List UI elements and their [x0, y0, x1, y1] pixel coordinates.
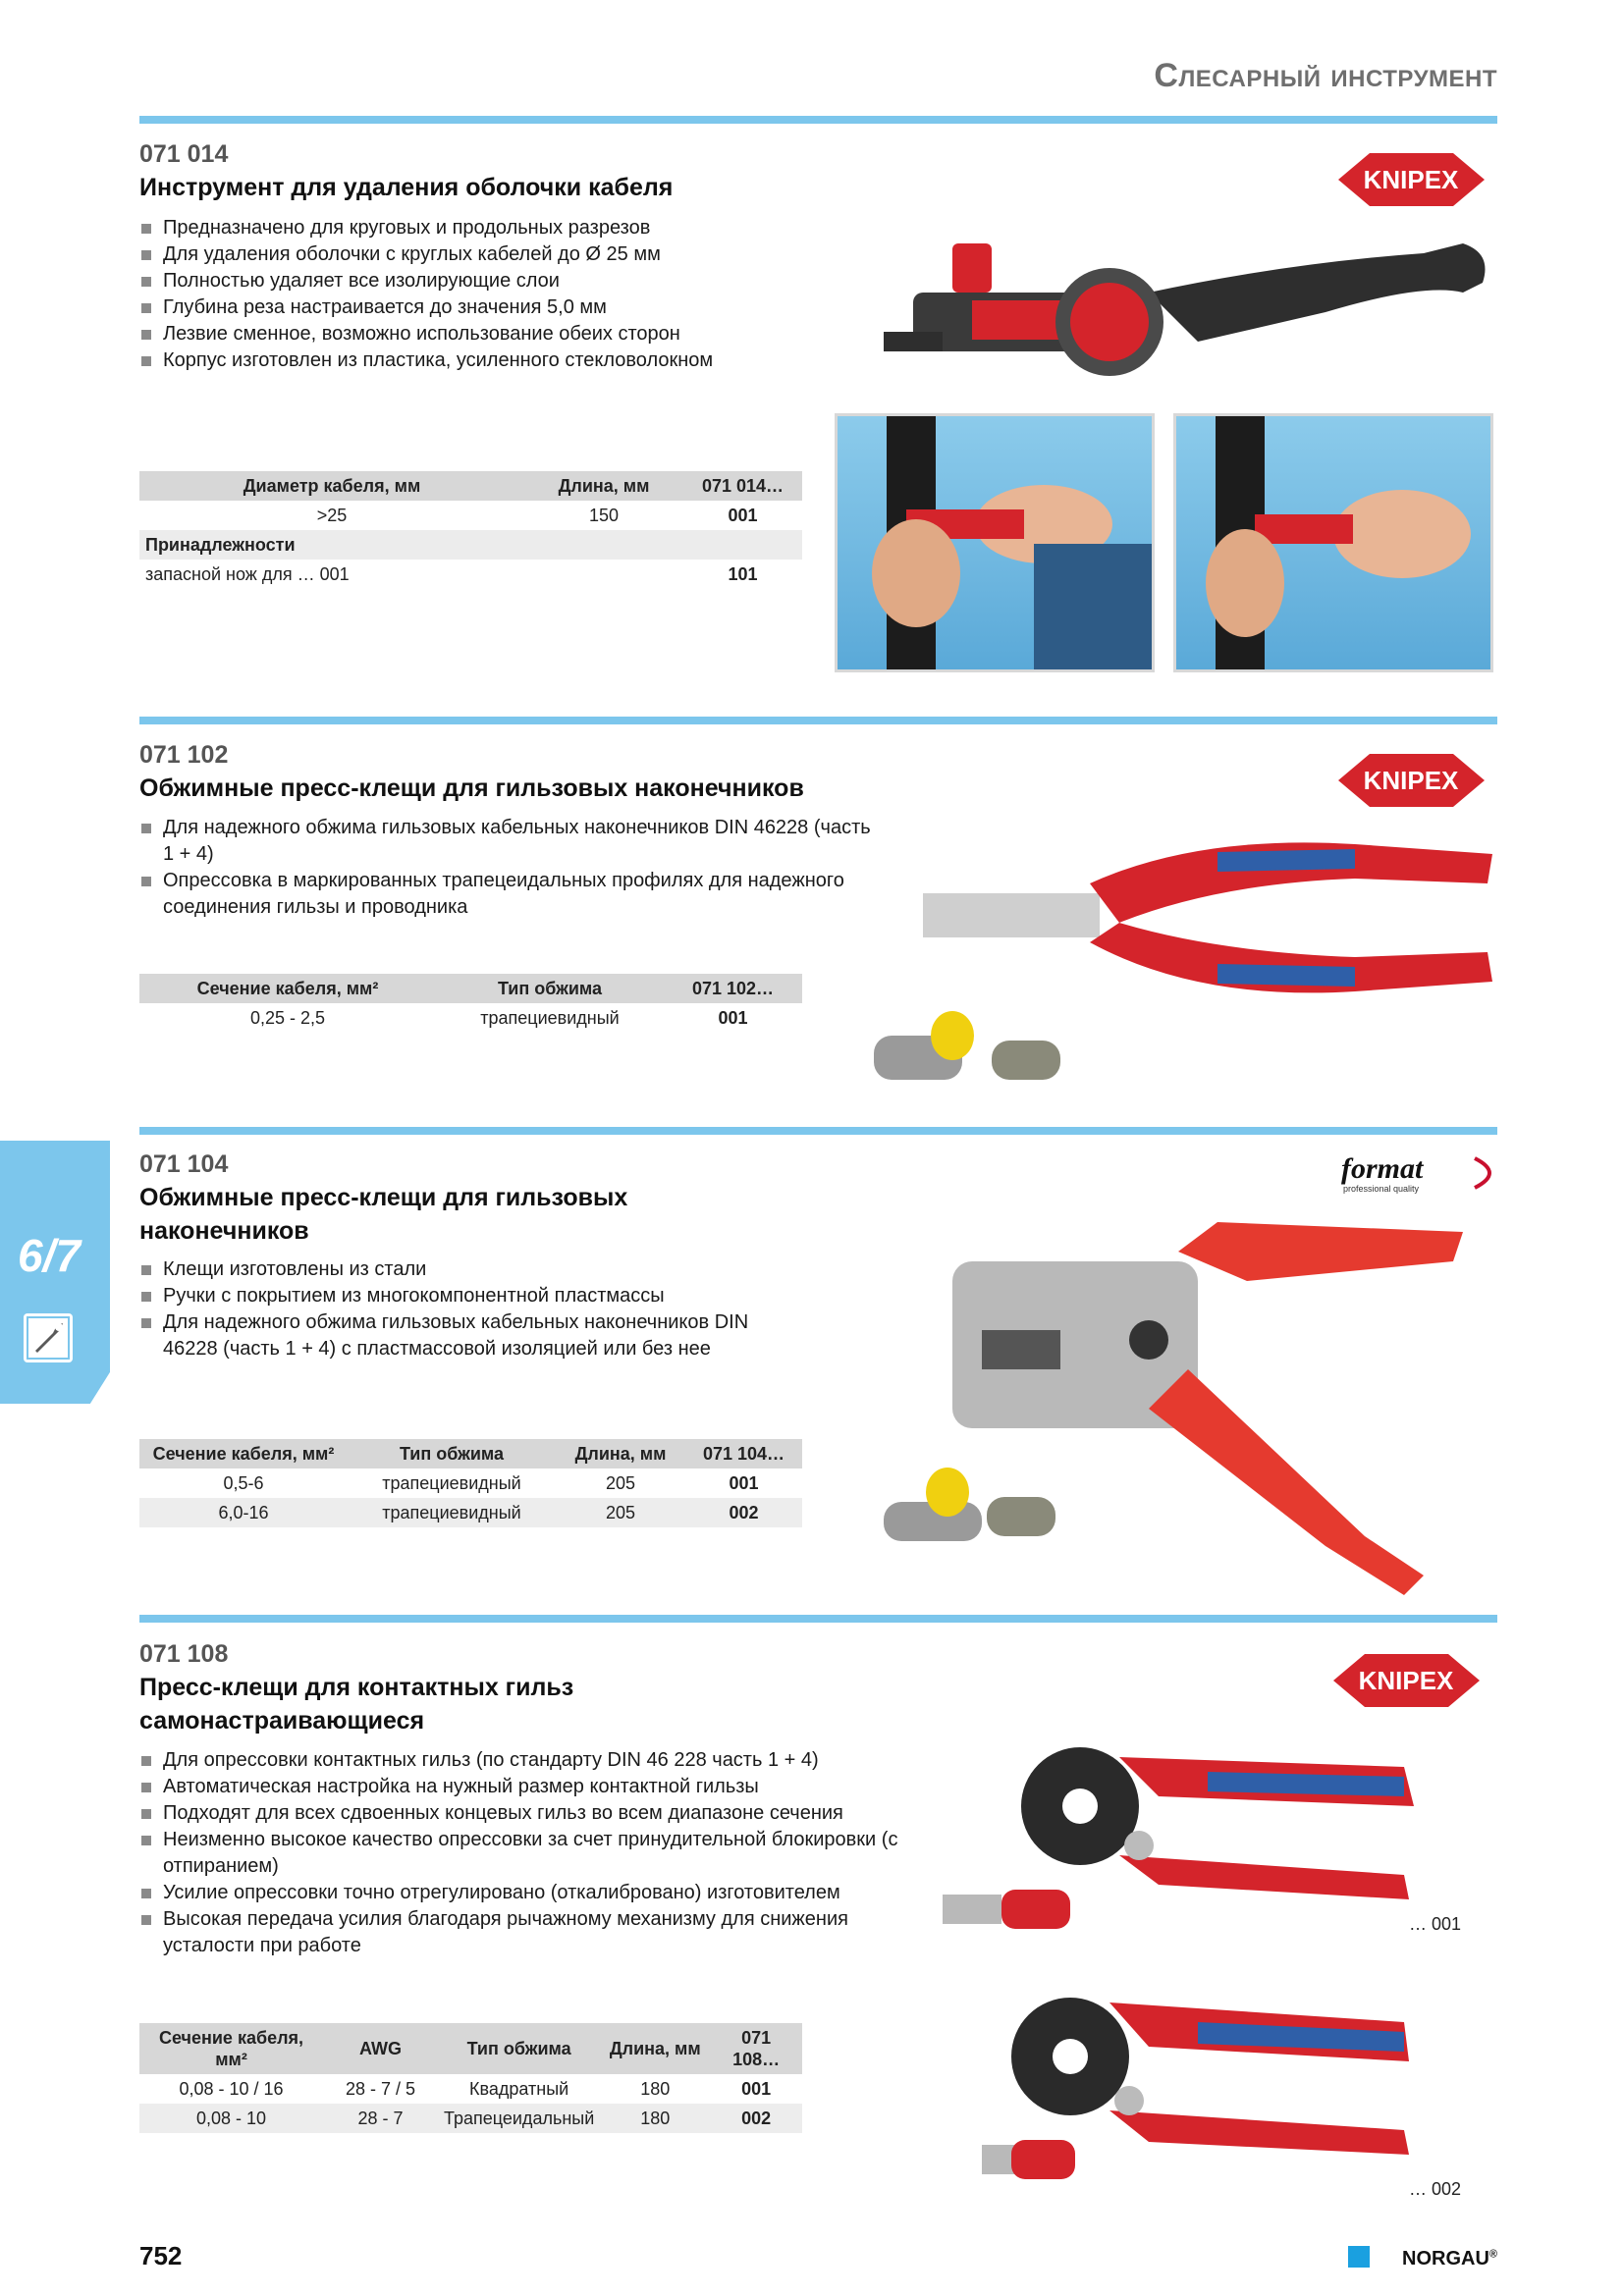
- norgau-logo-mark: [1348, 2246, 1370, 2268]
- contact-sleeve-image: [982, 2135, 1080, 2184]
- table-header: Длина, мм: [524, 471, 683, 501]
- table-cell: 001: [728, 505, 758, 525]
- feature-item: Усилие опрессовки точно отрегулировано (откалибровано) изготовителем: [139, 1880, 905, 1906]
- product-title: Инструмент для удаления оболочки кабеля: [139, 174, 674, 201]
- table-row: [139, 1003, 802, 1033]
- feature-item: Для удаления оболочки с круглых кабелей до Ø 25 мм: [139, 241, 713, 268]
- table-header: Сечение кабеля, мм²: [139, 2023, 323, 2074]
- table-header: 071 102…: [664, 974, 802, 1003]
- knipex-wordmark: KNIPEX: [1358, 1666, 1454, 1695]
- self-adjusting-crimper-image: [1011, 1708, 1424, 1904]
- product-code: 071 014: [139, 140, 229, 168]
- crimping-pliers-image: [923, 825, 1502, 1021]
- product-title: Пресс-клещи для контактных гильз самонастраивающиеся: [139, 1674, 574, 1735]
- spec-table: [139, 2023, 802, 2133]
- table-header: Тип обжима: [438, 2023, 600, 2074]
- table-cell: 28 - 7: [323, 2104, 438, 2133]
- table-subheader: Принадлежности: [139, 530, 802, 560]
- format-tagline: professional quality: [1343, 1184, 1420, 1194]
- table-cell: 001: [741, 2078, 772, 2099]
- feature-item: Опрессовка в маркированных трапецеидальных профилях для надежного соединения гильзы и проводника: [139, 868, 876, 921]
- table-header: Сечение кабеля, мм²: [139, 1439, 348, 1468]
- table-cell: 180: [600, 2104, 710, 2133]
- norgau-wordmark: NORGAU: [1402, 2248, 1489, 2269]
- feature-item: Предназначено для круговых и продольных разрезов: [139, 215, 713, 241]
- table-cell: 002: [710, 2104, 802, 2133]
- feature-list: [139, 1747, 905, 1959]
- feature-item: Корпус изготовлен из пластика, усиленного стекловолокном: [139, 347, 713, 374]
- product-code: 071 104: [139, 1150, 229, 1178]
- table-cell: 001: [718, 1007, 748, 1028]
- section-divider: [139, 116, 1497, 124]
- spec-table: [139, 1439, 802, 1527]
- table-cell: Квадратный: [469, 2078, 569, 2099]
- table-header: AWG: [323, 2023, 438, 2074]
- page-header-title: Слесарный инструмент: [1154, 57, 1497, 94]
- feature-item: Высокая передача усилия благодаря рычажному механизму для снижения усталости при работе: [139, 1906, 905, 1959]
- usage-photo: [1173, 413, 1493, 672]
- product-title: Обжимные пресс-клещи для гильзовых наконечников: [139, 774, 804, 802]
- table-cell: [524, 560, 683, 589]
- norgau-logo: [1402, 2248, 1497, 2270]
- table-cell: 101: [728, 563, 758, 584]
- table-header: 071 104…: [685, 1439, 802, 1468]
- table-header: Сечение кабеля, мм²: [139, 974, 436, 1003]
- section-divider: [139, 717, 1497, 724]
- knipex-wordmark: KNIPEX: [1363, 165, 1459, 194]
- feature-list: [139, 1256, 807, 1362]
- table-header: Длина, мм: [600, 2023, 710, 2074]
- feature-item: Лезвие сменное, возможно использование обеих сторон: [139, 321, 713, 347]
- feature-item: Подходят для всех сдвоенных концевых гильз во всем диапазоне сечения: [139, 1800, 905, 1827]
- format-logo: [1337, 1148, 1504, 1198]
- product-code: 071 102: [139, 741, 229, 769]
- variant-caption: … 002: [1409, 2179, 1462, 2199]
- feature-item: Для надежного обжима гильзовых кабельных наконечников DIN 46228 (часть 1 + 4) с пластмассовой изоляцией или без нее: [139, 1309, 807, 1362]
- table-cell: запасной нож для … 001: [145, 563, 350, 584]
- table-cell: >25: [316, 505, 348, 525]
- table-cell: 28 - 7 / 5: [345, 2078, 416, 2099]
- table-row: [139, 501, 802, 530]
- table-header: 071 108…: [710, 2023, 802, 2074]
- feature-item: Клещи изготовлены из стали: [139, 1256, 807, 1283]
- feature-item: Для опрессовки контактных гильз (по стандарту DIN 46 228 часть 1 + 4): [139, 1747, 905, 1774]
- table-row: [139, 560, 802, 589]
- section-divider: [139, 1127, 1497, 1135]
- ferrule-image: [874, 1463, 1090, 1551]
- ferrule-image: [854, 1006, 1070, 1095]
- contact-sleeve-image: [943, 1885, 1080, 1934]
- table-cell: Трапецеидальный: [438, 2104, 600, 2133]
- table-cell: трапециевидный: [382, 1472, 521, 1493]
- table-cell: 001: [729, 1472, 759, 1493]
- spec-table: [139, 471, 802, 589]
- cable-stripper-image: [874, 224, 1502, 391]
- feature-item: Неизменно высокое качество опрессовки за счет принудительной блокировки (с отпиранием): [139, 1827, 905, 1880]
- table-header: Диаметр кабеля, мм: [139, 471, 524, 501]
- table-cell: трапециевидный: [480, 1007, 620, 1028]
- table-header: Тип обжима: [348, 1439, 556, 1468]
- variant-caption: … 001: [1409, 1914, 1462, 1934]
- feature-item: Для надежного обжима гильзовых кабельных наконечников DIN 46228 (часть 1 + 4): [139, 815, 876, 868]
- table-cell: 0,25 - 2,5: [249, 1007, 326, 1028]
- page-number: 752: [139, 2241, 183, 2270]
- feature-item: Глубина реза настраивается до значения 5,0 мм: [139, 294, 713, 321]
- feature-item: Полностью удаляет все изолирующие слои: [139, 268, 713, 294]
- format-wordmark: format: [1341, 1152, 1424, 1185]
- feature-item: Ручки с покрытием из многокомпонентной пластмассы: [139, 1283, 807, 1309]
- table-row: [139, 2104, 802, 2133]
- table-cell: 002: [685, 1498, 802, 1527]
- table-cell: 0,5-6: [223, 1472, 264, 1493]
- table-row: [139, 1468, 802, 1498]
- table-cell: трапециевидный: [348, 1498, 556, 1527]
- product-title: Обжимные пресс-клещи для гильзовых наконечников: [139, 1184, 628, 1245]
- feature-list: [139, 215, 713, 374]
- knipex-wordmark: KNIPEX: [1363, 766, 1459, 795]
- wrench-icon: [24, 1313, 73, 1362]
- self-adjusting-crimper-image: [1001, 1963, 1424, 2160]
- table-subheader-row: [139, 530, 802, 560]
- knipex-logo: [1330, 145, 1492, 219]
- chapter-tab-label: 6/7: [18, 1230, 81, 1281]
- spec-table: [139, 974, 802, 1033]
- table-cell: 205: [605, 1472, 636, 1493]
- section-divider: [139, 1615, 1497, 1623]
- table-cell: 205: [556, 1498, 685, 1527]
- table-cell: 150: [588, 505, 620, 525]
- table-cell: 0,08 - 10: [139, 2104, 323, 2133]
- registered-mark: ®: [1488, 2248, 1497, 2261]
- table-cell: 0,08 - 10 / 16: [179, 2078, 284, 2099]
- knipex-logo: [1330, 746, 1492, 820]
- table-cell: 6,0-16: [139, 1498, 348, 1527]
- table-header: 071 014…: [683, 471, 802, 501]
- feature-list: [139, 815, 876, 921]
- table-cell: 180: [640, 2078, 671, 2099]
- table-row: [139, 2074, 802, 2104]
- table-row: [139, 1498, 802, 1527]
- table-header: Длина, мм: [556, 1439, 685, 1468]
- table-header: Тип обжима: [436, 974, 664, 1003]
- feature-item: Автоматическая настройка на нужный размер контактной гильзы: [139, 1774, 905, 1800]
- product-code: 071 108: [139, 1640, 229, 1668]
- usage-photo: [835, 413, 1155, 672]
